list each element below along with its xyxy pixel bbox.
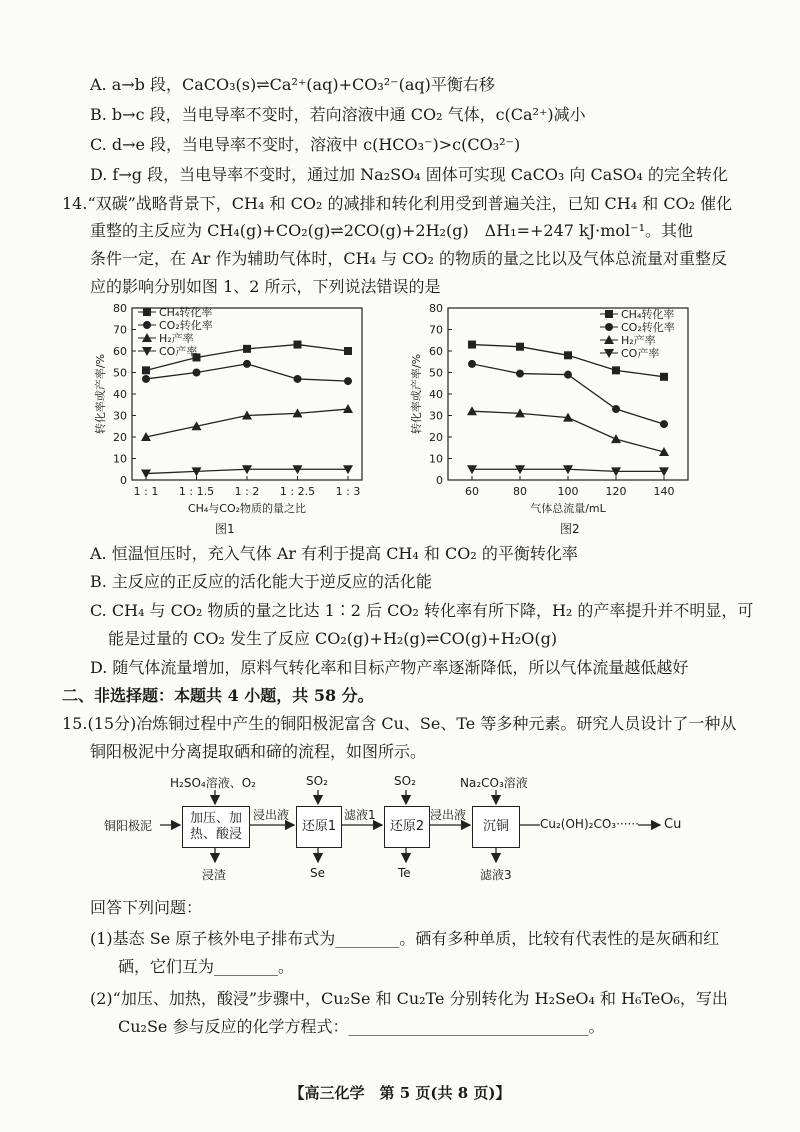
flow-box-copper-precipitation: 沉铜 xyxy=(472,806,520,848)
x-axis-label: 气体总流量/mL xyxy=(530,502,606,515)
q15-sub2-line2: Cu₂Se 参与反应的化学方程式：______________________________。 xyxy=(118,1017,605,1036)
flow-box2-input: SO₂ xyxy=(306,774,328,788)
legend-label: H₂产率 xyxy=(159,332,194,345)
y-axis-label: 转化率或产率/% xyxy=(410,353,423,435)
data-point xyxy=(468,341,476,349)
y-tick-label: 60 xyxy=(429,345,443,358)
q13-option-c: C. d→e 段，当电导率不变时，溶液中 c(HCO₃⁻)>c(CO₃²⁻) xyxy=(90,135,521,154)
data-point xyxy=(516,343,524,351)
flow-box3-input: SO₂ xyxy=(394,774,416,788)
data-point xyxy=(343,404,353,413)
flow-arrow1-label: 浸出液 xyxy=(253,808,290,822)
data-point xyxy=(612,366,620,374)
flow-box-acid-leach: 加压、加热、酸浸 xyxy=(182,806,250,848)
x-tick-label: 1 : 2 xyxy=(234,485,260,498)
q14-stem-2: 重整的主反应为 CH₄(g)+CO₂(g)⇌2CO(g)+2H₂(g) ΔH₁=+247 kJ·mol⁻¹。其他 xyxy=(90,221,694,240)
data-point xyxy=(516,370,524,378)
flow-box2-output: Se xyxy=(310,866,325,880)
data-point xyxy=(468,360,476,368)
y-tick-label: 80 xyxy=(113,302,127,315)
data-point xyxy=(660,420,668,428)
flow-box1-input: H₂SO₄溶液、O₂ xyxy=(170,776,256,790)
y-tick-label: 40 xyxy=(429,388,443,401)
page-footer: 【高三化学 第 5 页(共 8 页)】 xyxy=(289,1084,511,1102)
y-tick-label: 0 xyxy=(120,474,127,487)
data-point xyxy=(611,434,621,443)
y-axis-label: 转化率或产率/% xyxy=(94,353,107,435)
q15-stem-1: 15.(15分)冶炼铜过程中产生的铜阳极泥富含 Cu、Se、Te 等多种元素。研究人员设计了一种从 xyxy=(62,714,737,733)
section2-heading: 二、非选择题：本题共 4 小题，共 58 分。 xyxy=(62,686,374,705)
flow-product-label: Cu₂(OH)₂CO₃······ xyxy=(540,817,639,831)
data-point xyxy=(294,375,302,383)
data-point xyxy=(564,351,572,359)
q14-option-a: A. 恒温恒压时，充入气体 Ar 有利于提高 CH₄ 和 CO₂ 的平衡转化率 xyxy=(90,544,578,563)
flow-box1-output: 浸渣 xyxy=(202,868,227,882)
legend-label: CO产率 xyxy=(159,345,198,358)
figure-2-caption: 图2 xyxy=(560,522,580,536)
y-tick-label: 30 xyxy=(113,409,127,423)
data-point xyxy=(142,375,150,383)
data-point xyxy=(344,377,352,385)
q14-stem-4: 应的影响分别如图 1、2 所示，下列说法错误的是 xyxy=(90,277,441,296)
y-tick-label: 20 xyxy=(429,431,443,444)
q13-option-d: D. f→g 段，当电导率不变时，通过加 Na₂SO₄ 固体可实现 CaCO₃ 向 CaSO₄ 的完全转化 xyxy=(90,165,728,184)
legend-label: CH₄转化率 xyxy=(159,306,213,319)
y-tick-label: 10 xyxy=(429,452,443,466)
data-point xyxy=(243,360,251,368)
legend-marker xyxy=(605,323,613,331)
flow-arrow3-label: 浸出液 xyxy=(430,808,467,822)
legend-marker xyxy=(143,321,151,329)
q15-prompt: 回答下列问题： xyxy=(90,898,203,917)
data-point xyxy=(243,345,251,353)
x-tick-label: 1 : 2.5 xyxy=(279,485,316,498)
legend-marker xyxy=(143,308,151,316)
x-tick-label: 120 xyxy=(605,485,627,498)
data-point xyxy=(193,369,201,377)
figure-2-chart xyxy=(400,298,700,520)
x-tick-label: 140 xyxy=(653,485,675,498)
q15-sub1-line1: (1)基态 Se 原子核外电子排布式为________。硒有多种单质，比较有代表性的是灰硒和红 xyxy=(90,929,720,948)
x-tick-label: 80 xyxy=(513,485,527,498)
x-tick-label: 1 : 1.5 xyxy=(178,485,215,498)
legend-label: CO产率 xyxy=(621,347,660,360)
flow-box3-output: Te xyxy=(398,866,411,880)
x-tick-label: 1 : 1 xyxy=(133,485,159,498)
legend-label: CH₄转化率 xyxy=(621,308,675,321)
figure-1-chart xyxy=(90,298,380,520)
q14-option-c-line2: 能是过量的 CO₂ 发生了反应 CO₂(g)+H₂(g)⇌CO(g)+H₂O(g) xyxy=(108,629,558,648)
y-tick-label: 50 xyxy=(113,366,127,380)
legend xyxy=(600,307,675,360)
data-point xyxy=(467,406,477,415)
y-tick-label: 80 xyxy=(429,302,443,315)
data-point xyxy=(564,371,572,379)
legend-label: H₂产率 xyxy=(621,334,656,347)
y-tick-label: 70 xyxy=(429,323,443,337)
figure-1-caption: 图1 xyxy=(215,522,235,536)
q15-sub2-line1: (2)“加压、加热，酸浸”步骤中，Cu₂Se 和 Cu₂Te 分别转化为 H₂SeO₄ 和 H₆TeO₆，写出 xyxy=(90,989,728,1008)
x-tick-label: 1 : 3 xyxy=(335,485,361,498)
data-point xyxy=(294,341,302,349)
q13-option-b: B. b→c 段，当电导率不变时，若向溶液中通 CO₂ 气体，c(Ca²⁺)减小 xyxy=(90,105,586,124)
flow-start-label: 铜阳极泥 xyxy=(104,819,153,833)
flow-end-label: Cu xyxy=(664,817,682,832)
legend-label: CO₂转化率 xyxy=(621,321,675,334)
data-point xyxy=(612,405,620,413)
y-tick-label: 30 xyxy=(429,409,443,423)
series-3 xyxy=(467,465,669,476)
y-tick-label: 10 xyxy=(113,452,127,466)
legend-marker xyxy=(605,310,613,318)
legend xyxy=(138,305,213,358)
flow-box-reduce-2: 还原2 xyxy=(384,806,430,848)
legend-label: CO₂转化率 xyxy=(159,319,213,332)
q14-stem-3: 条件一定，在 Ar 作为辅助气体时，CH₄ 与 CO₂ 的物质的量之比以及气体总流量对重整反 xyxy=(90,249,728,268)
data-point xyxy=(142,366,150,374)
flow-box4-input: Na₂CO₃溶液 xyxy=(460,776,528,790)
q14-option-d: D. 随气体流量增加，原料气转化率和目标产物产率逐渐降低，所以气体流量越低越好 xyxy=(90,658,689,677)
flow-arrow2-label: 滤液1 xyxy=(344,808,376,822)
data-point xyxy=(344,347,352,355)
flow-box4-output: 滤液3 xyxy=(480,868,512,882)
flow-box-reduce-1: 还原1 xyxy=(296,806,342,848)
x-axis-label: CH₄与CO₂物质的量之比 xyxy=(187,502,307,515)
data-point xyxy=(660,373,668,381)
y-tick-label: 50 xyxy=(429,366,443,380)
y-tick-label: 40 xyxy=(113,388,127,401)
q13-option-a: A. a→b 段，CaCO₃(s)⇌Ca²⁺(aq)+CO₃²⁻(aq)平衡右移 xyxy=(90,75,495,94)
y-tick-label: 70 xyxy=(113,323,127,337)
q14-option-b: B. 主反应的正反应的活化能大于逆反应的活化能 xyxy=(90,572,432,591)
series-2 xyxy=(467,406,669,456)
series-2 xyxy=(141,404,353,441)
y-tick-label: 0 xyxy=(436,474,443,487)
q14-stem-1: 14.“双碳”战略背景下，CH₄ 和 CO₂ 的减排和转化利用受到普遍关注，已知 CH₄ 和 CO₂ 催化 xyxy=(62,194,733,213)
x-tick-label: 60 xyxy=(465,485,479,498)
y-tick-label: 60 xyxy=(113,345,127,358)
q14-option-c-line1: C. CH₄ 与 CO₂ 物质的量之比达 1∶2 后 CO₂ 转化率有所下降，H₂ 的产率提升并不明显，可 xyxy=(90,601,754,620)
q15-sub1-line2: 硒，它们互为________。 xyxy=(118,957,295,976)
x-tick-label: 100 xyxy=(557,485,579,498)
q15-stem-2: 铜阳极泥中分离提取硒和碲的流程，如图所示。 xyxy=(90,742,427,761)
y-tick-label: 20 xyxy=(113,431,127,444)
